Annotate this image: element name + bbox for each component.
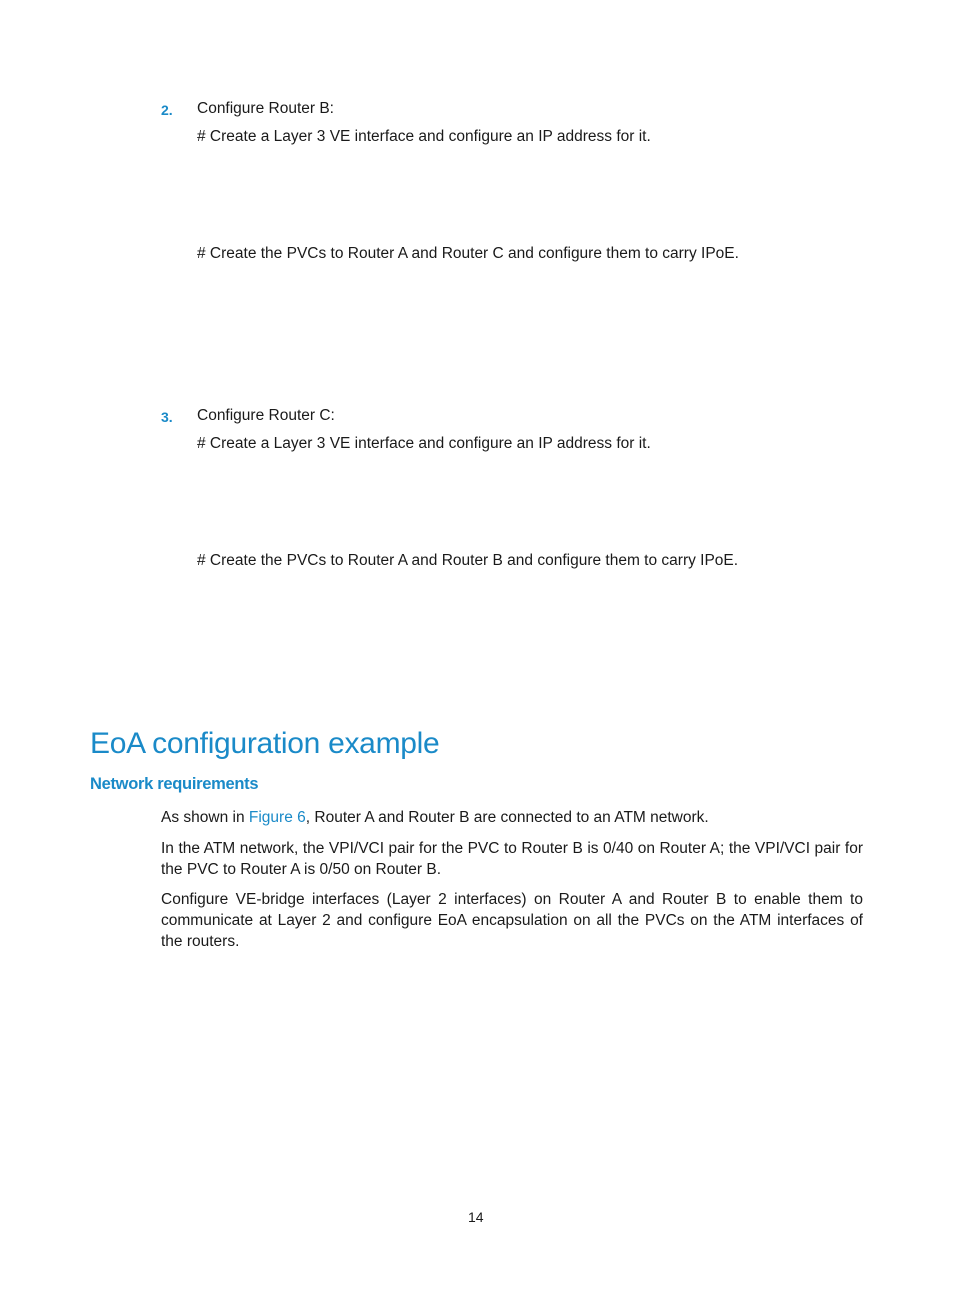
page-number: 14 bbox=[468, 1209, 484, 1225]
config-comment: # Create the PVCs to Router A and Router B and configure them to carry IPoE. bbox=[197, 552, 739, 569]
paragraph bbox=[161, 807, 863, 828]
step-number: 3. bbox=[161, 409, 173, 425]
paragraph: In the ATM network, the VPI/VCI pair for the PVC to Router B is 0/40 on Router A; the VPI/VCI pair for the PVC to Router A is 0/50 on Router B. bbox=[161, 840, 863, 878]
subsection-title: Network requirements bbox=[90, 775, 259, 793]
step-title: Configure Router C: bbox=[197, 407, 335, 424]
config-comment: # Create a Layer 3 VE interface and configure an IP address for it. bbox=[197, 435, 651, 452]
paragraph: Configure VE-bridge interfaces (Layer 2 interfaces) on Router A and Router B to enable them to communicate at Layer 2 and configure EoA encapsulation on all the PVCs on the ATM interfaces of the routers. bbox=[161, 891, 863, 950]
step-number: 2. bbox=[161, 102, 173, 118]
section-title: EoA configuration example bbox=[90, 727, 440, 760]
config-comment: # Create a Layer 3 VE interface and configure an IP address for it. bbox=[197, 128, 651, 145]
paragraph-text: As shown in bbox=[161, 809, 249, 826]
step-title: Configure Router B: bbox=[197, 100, 334, 117]
figure-link[interactable]: Figure 6 bbox=[248, 809, 306, 826]
config-comment: # Create the PVCs to Router A and Router C and configure them to carry IPoE. bbox=[197, 245, 739, 262]
paragraph-text: , Router A and Router B are connected to an ATM network. bbox=[305, 809, 709, 826]
